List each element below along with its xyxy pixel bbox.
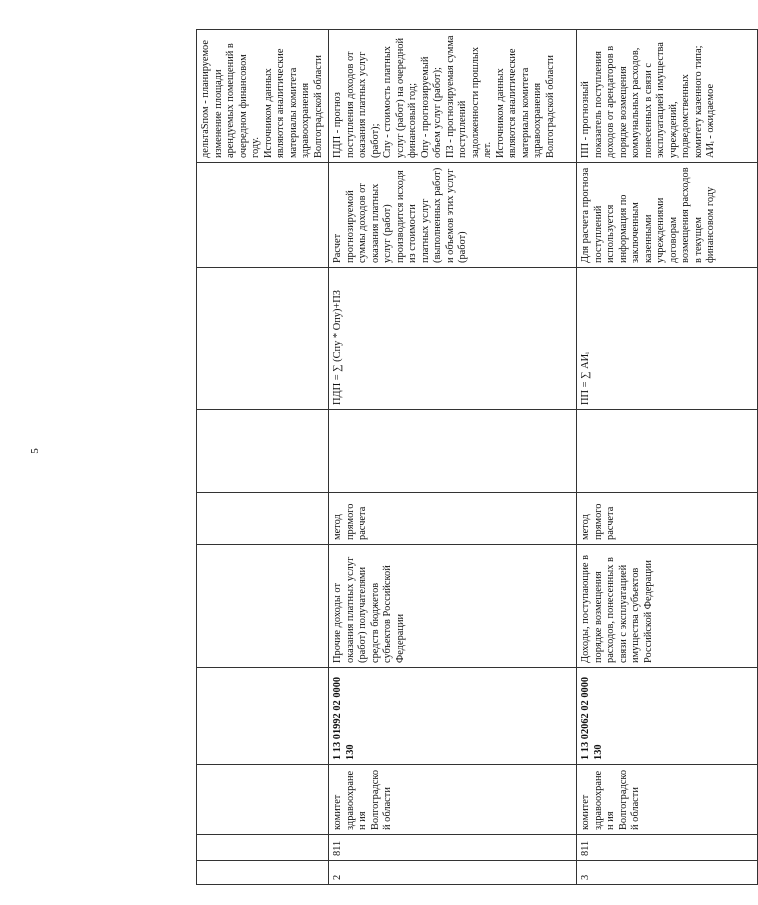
calculation-algorithm: Для расчета прогноза поступлений используется информация по заключенным казенными учреждениями договорам возмещения расходов в текущем финансовом году [577, 163, 758, 268]
forecast-method: метод прямого расчета [577, 493, 758, 545]
continuation-strip [196, 30, 436, 63]
administrator-name: комитет здравоохранен ия Волгоградской области [577, 765, 758, 835]
kbk-code: 1 13 01992 02 0000 130 [329, 668, 577, 765]
admin-code: 811 [577, 835, 758, 861]
formula: ПДП = ∑ (Спу * Опу)+ПЗ [329, 268, 577, 410]
empty-cell [577, 410, 758, 493]
indicator-description: ПП - прогнозный показатель поступления доходов от арендаторов в порядке возмещения коммунальных расходов, понесенных в связи с эксплуатацией имущества учреждений, подведомственных комитету казенного типа; АИᵢ - ожидаемое [577, 30, 758, 163]
formula: ПП = ∑ АИᵢ [577, 268, 758, 410]
table-row [577, 30, 758, 885]
table-row [197, 30, 329, 885]
administrator-name: комитет здравоохранен ия Волгоградской области [329, 765, 577, 835]
table-row [329, 30, 577, 885]
calculation-algorithm: Расчет прогнозируемой суммы доходов от оказания платных услуг (работ) производится исходя из стоимости платных услуг (выполненных работ) и объемов этих услуг (работ) [329, 163, 577, 268]
empty-cell [329, 410, 577, 493]
admin-code: 811 [329, 835, 577, 861]
page-number: 5 [28, 448, 41, 454]
forecast-method: метод прямого расчета [329, 493, 577, 545]
revenue-forecast-table [196, 29, 758, 885]
kbk-code: 1 13 02062 02 0000 130 [577, 668, 758, 765]
continuation-note: дельтаSпом - планируемое изменение площади арендуемых помещений в очередном финансовом году. Источником данных являются аналитические материалы комитета здравоохранения Волгоградской области [197, 30, 329, 163]
row-number: 3 [577, 861, 758, 885]
row-number: 2 [329, 861, 577, 885]
rotated-table-container [196, 30, 716, 885]
indicator-description: ПДП - прогноз поступления доходов от оказания платных услуг (работ); Спу - стоимость платных услуг (работ) на очередной финансовый год; Опу - прогнозируемый объем услуг (работ); ПЗ - прогнозируемая сумма поступлений задолженности прошлых лет. Источником данных являются аналитические материалы комитета здравоохранения Волгоградской области [329, 30, 577, 163]
revenue-name: Доходы, поступающие в порядке возмещения расходов, понесенных в связи с эксплуатацией имущества субъектов Российской Федерации [577, 545, 758, 668]
revenue-name: Прочие доходы от оказания платных услуг (работ) получателями средств бюджетов субъектов Российской Федерации [329, 545, 577, 668]
